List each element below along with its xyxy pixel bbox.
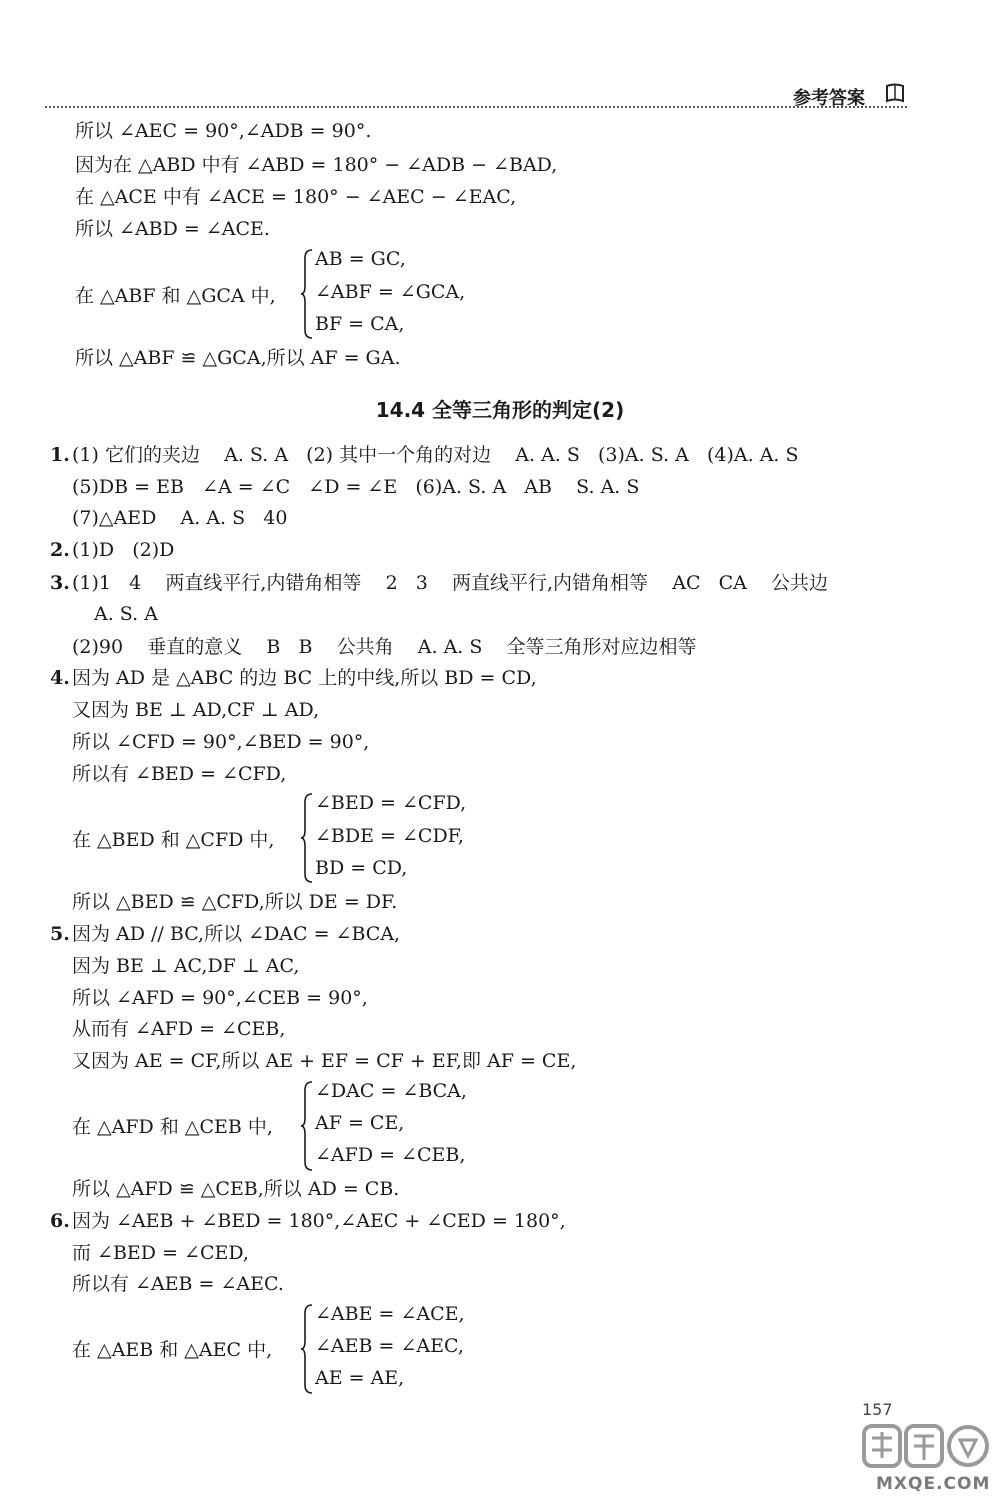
text-line: 因为在 △ABD 中有 ∠ABD = 180° − ∠ADB − ∠BAD, <box>75 154 558 176</box>
watermark-text: MXQE.COM <box>876 1474 991 1494</box>
brace-item: ∠ABF = ∠GCA, <box>315 281 466 303</box>
brace-item: AF = CE, <box>315 1112 405 1134</box>
text-line: 所以 ∠ABD = ∠ACE. <box>75 218 270 240</box>
question-number: 6. <box>50 1210 70 1232</box>
answer-line: (7)△AED A. A. S 40 <box>72 507 288 529</box>
question-number: 5. <box>50 923 70 945</box>
text-line: 在 △ACE 中有 ∠ACE = 180° − ∠AEC − ∠EAC, <box>75 186 517 208</box>
answer-line: 所以 ∠AFD = 90°,∠CEB = 90°, <box>72 987 368 1009</box>
brace-lead: 在 △ABF 和 △GCA 中, <box>75 285 276 307</box>
answer-line: (2)90 垂直的意义 B B 公共角 A. A. S 全等三角形对应边相等 <box>72 636 697 658</box>
conclusion-line: 所以 △ABF ≌ △GCA,所以 AF = GA. <box>75 347 401 369</box>
answer-line: (5)DB = EB ∠A = ∠C ∠D = ∠E (6)A. S. A AB S. A. S <box>72 476 640 498</box>
answer-line: A. S. A <box>94 603 158 625</box>
conclusion-line: 所以 △AFD ≌ △CEB,所以 AD = CB. <box>72 1178 400 1200</box>
answer-line: (1) 它们的夹边 A. S. A (2) 其中一个角的对边 A. A. S (3)A. S. A (4)A. A. S <box>72 444 799 466</box>
question-number: 3. <box>50 572 70 594</box>
curly-brace-icon <box>300 1080 314 1172</box>
watermark-logo-icon <box>860 1418 990 1478</box>
brace-lead: 在 △AFD 和 △CEB 中, <box>72 1116 273 1138</box>
curly-brace-icon <box>300 1303 314 1395</box>
brace-item: ∠BED = ∠CFD, <box>315 792 467 814</box>
brace-lead: 在 △AEB 和 △AEC 中, <box>72 1339 273 1361</box>
header-label: 参考答案 <box>793 88 865 109</box>
answer-line: 从而有 ∠AFD = ∠CEB, <box>72 1018 286 1040</box>
answer-line: 所以有 ∠AEB = ∠AEC. <box>72 1273 284 1295</box>
text-line: 所以 ∠AEC = 90°,∠ADB = 90°. <box>75 120 372 142</box>
curly-brace-icon <box>300 248 314 340</box>
answer-line: 所以有 ∠BED = ∠CFD, <box>72 763 287 785</box>
brace-item: BF = CA, <box>315 313 405 335</box>
answer-line: (1)D (2)D <box>72 539 175 561</box>
brace-item: ∠AEB = ∠AEC, <box>315 1335 464 1357</box>
brace-item: ∠ABE = ∠ACE, <box>315 1303 465 1325</box>
brace-item: ∠AFD = ∠CEB, <box>315 1144 466 1166</box>
question-number: 1. <box>50 444 70 466</box>
answer-line: 又因为 AE = CF,所以 AE + EF = CF + EF,即 AF = CE, <box>72 1050 577 1072</box>
brace-item: ∠DAC = ∠BCA, <box>315 1080 467 1102</box>
section-title: 14.4 全等三角形的判定(2) <box>375 398 625 422</box>
book-corner-icon <box>884 82 906 104</box>
answer-line: 因为 BE ⊥ AC,DF ⊥ AC, <box>72 955 300 977</box>
conclusion-line: 所以 △BED ≌ △CFD,所以 DE = DF. <box>72 891 398 913</box>
header-divider <box>45 106 907 108</box>
page-number: 157 <box>862 1400 893 1419</box>
brace-item: AE = AE, <box>315 1367 405 1389</box>
answer-line: 所以 ∠CFD = 90°,∠BED = 90°, <box>72 731 370 753</box>
answer-line: 因为 AD // BC,所以 ∠DAC = ∠BCA, <box>72 923 401 945</box>
brace-item: BD = CD, <box>315 857 408 879</box>
answer-line: 而 ∠BED = ∠CED, <box>72 1242 249 1264</box>
question-number: 2. <box>50 539 70 561</box>
answer-line: (1)1 4 两直线平行,内错角相等 2 3 两直线平行,内错角相等 AC CA 公共边 <box>72 572 829 594</box>
answer-line: 因为 AD 是 △ABC 的边 BC 上的中线,所以 BD = CD, <box>72 667 537 689</box>
question-number: 4. <box>50 667 70 689</box>
answer-line: 因为 ∠AEB + ∠BED = 180°,∠AEC + ∠CED = 180°, <box>72 1210 566 1232</box>
curly-brace-icon <box>300 792 314 884</box>
brace-item: ∠BDE = ∠CDF, <box>315 825 464 847</box>
answer-line: 又因为 BE ⊥ AD,CF ⊥ AD, <box>72 699 320 721</box>
brace-lead: 在 △BED 和 △CFD 中, <box>72 829 275 851</box>
brace-item: AB = GC, <box>315 248 406 270</box>
